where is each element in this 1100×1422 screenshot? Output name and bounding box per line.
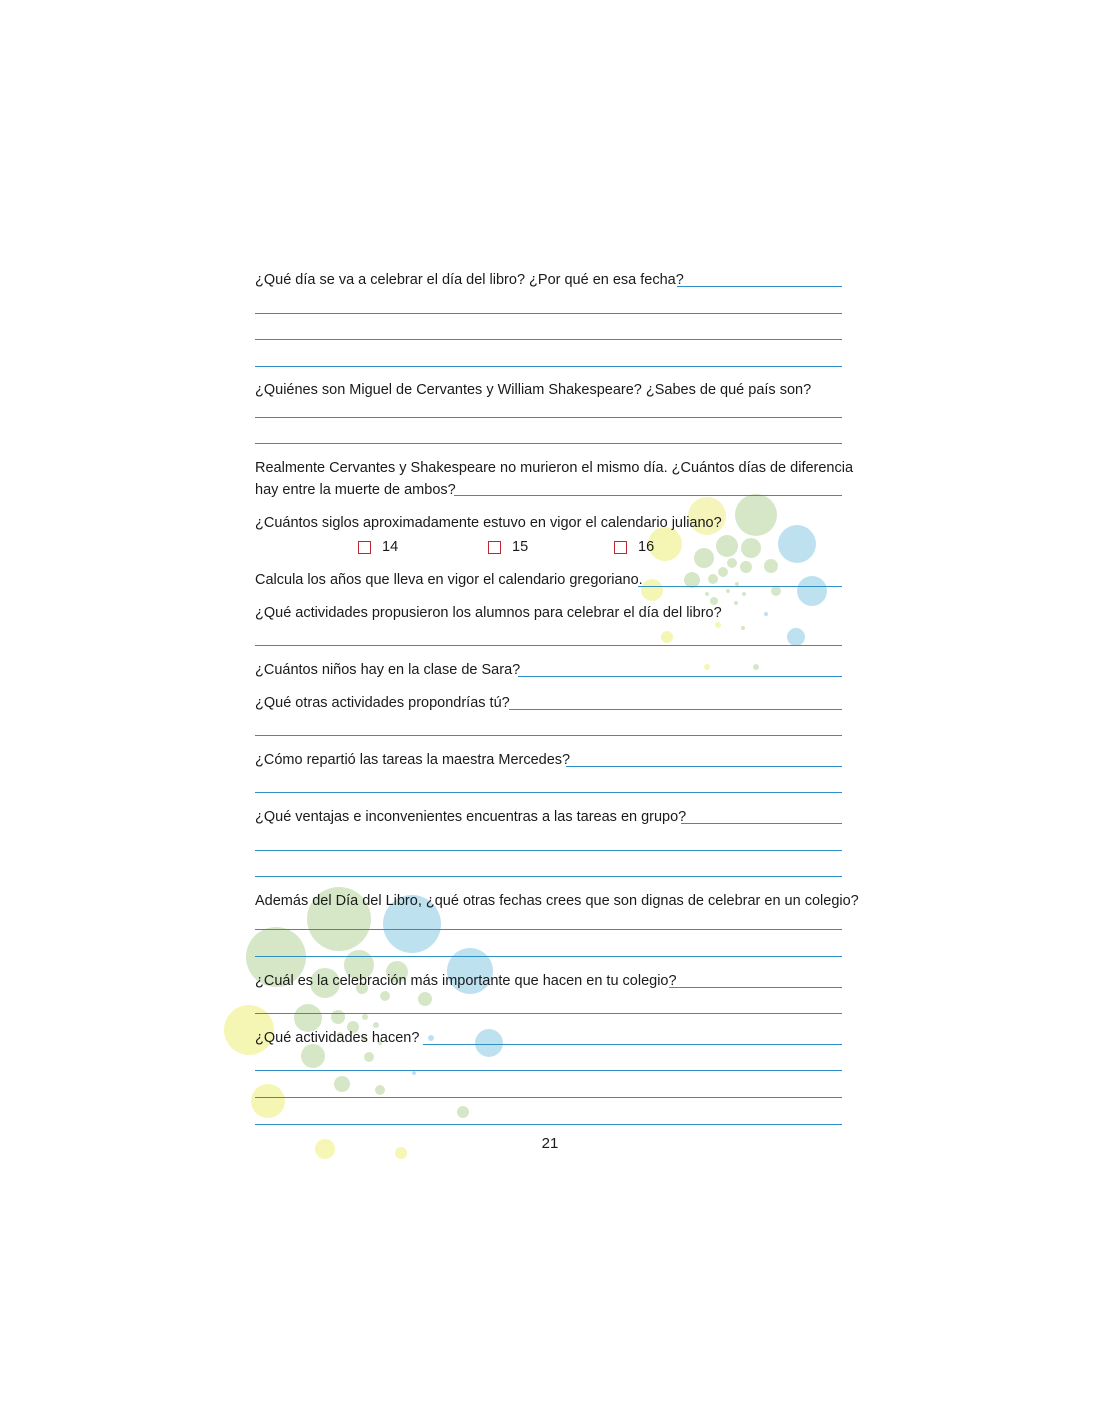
option-label: 16 bbox=[638, 539, 655, 555]
answer-line[interactable] bbox=[681, 823, 842, 824]
answer-line[interactable] bbox=[255, 929, 842, 930]
answer-line[interactable] bbox=[255, 735, 842, 736]
answer-line[interactable] bbox=[255, 339, 842, 340]
question-julian-centuries: ¿Cuántos siglos aproximadamente estuvo en vigor el calendario juliano? bbox=[255, 515, 722, 531]
page-number: 21 bbox=[541, 1135, 559, 1152]
option-label: 15 bbox=[512, 539, 529, 555]
question-school-activities: ¿Qué actividades hacen? bbox=[255, 1030, 420, 1046]
answer-line[interactable] bbox=[677, 286, 842, 287]
answer-line[interactable] bbox=[255, 417, 842, 418]
question-student-activities: ¿Qué actividades propusieron los alumnos para celebrar el día del libro? bbox=[255, 605, 722, 621]
answer-line[interactable] bbox=[255, 443, 842, 444]
checkbox[interactable] bbox=[358, 541, 371, 554]
answer-line[interactable] bbox=[566, 766, 842, 767]
answer-line[interactable] bbox=[255, 1013, 842, 1014]
checkbox[interactable] bbox=[614, 541, 627, 554]
question-your-activities: ¿Qué otras actividades propondrías tú? bbox=[255, 695, 510, 711]
question-task-distribution: ¿Cómo repartió las tareas la maestra Mercedes? bbox=[255, 752, 571, 768]
answer-line[interactable] bbox=[638, 586, 842, 587]
answer-line[interactable] bbox=[255, 1124, 842, 1125]
question-main-celebration: ¿Cuál es la celebración más importante que hacen en tu colegio? bbox=[255, 973, 677, 989]
answer-line[interactable] bbox=[255, 1097, 842, 1098]
question-cervantes-shakespeare: ¿Quiénes son Miguel de Cervantes y William Shakespeare? ¿Sabes de qué país son? bbox=[255, 382, 812, 398]
question-days-difference-line1: Realmente Cervantes y Shakespeare no murieron el mismo día. ¿Cuántos días de diferencia bbox=[255, 460, 854, 476]
answer-line[interactable] bbox=[518, 676, 842, 677]
option-label: 14 bbox=[382, 539, 399, 555]
answer-line[interactable] bbox=[255, 792, 842, 793]
option-15[interactable] bbox=[488, 538, 528, 556]
answer-line[interactable] bbox=[255, 645, 842, 646]
option-14[interactable] bbox=[358, 538, 398, 556]
question-children-count: ¿Cuántos niños hay en la clase de Sara? bbox=[255, 662, 521, 678]
question-group-work: ¿Qué ventajas e inconvenientes encuentras a las tareas en grupo? bbox=[255, 809, 687, 825]
question-days-difference-line2: hay entre la muerte de ambos? bbox=[255, 482, 456, 498]
answer-line[interactable] bbox=[255, 850, 842, 851]
checkbox[interactable] bbox=[488, 541, 501, 554]
answer-line[interactable] bbox=[255, 1070, 842, 1071]
answer-line[interactable] bbox=[669, 987, 842, 988]
answer-line[interactable] bbox=[255, 313, 842, 314]
option-16[interactable] bbox=[614, 538, 654, 556]
question-book-day-date: ¿Qué día se va a celebrar el día del libro? ¿Por qué en esa fecha? bbox=[255, 272, 684, 288]
answer-line[interactable] bbox=[454, 495, 842, 496]
answer-line[interactable] bbox=[255, 876, 842, 877]
answer-line[interactable] bbox=[423, 1044, 842, 1045]
answer-line[interactable] bbox=[255, 366, 842, 367]
answer-line[interactable] bbox=[255, 956, 842, 957]
answer-line[interactable] bbox=[509, 709, 842, 710]
question-gregorian-years: Calcula los años que lleva en vigor el calendario gregoriano. bbox=[255, 572, 643, 588]
question-other-dates: Además del Día del Libro, ¿qué otras fechas crees que son dignas de celebrar en un colegio? bbox=[255, 893, 859, 909]
